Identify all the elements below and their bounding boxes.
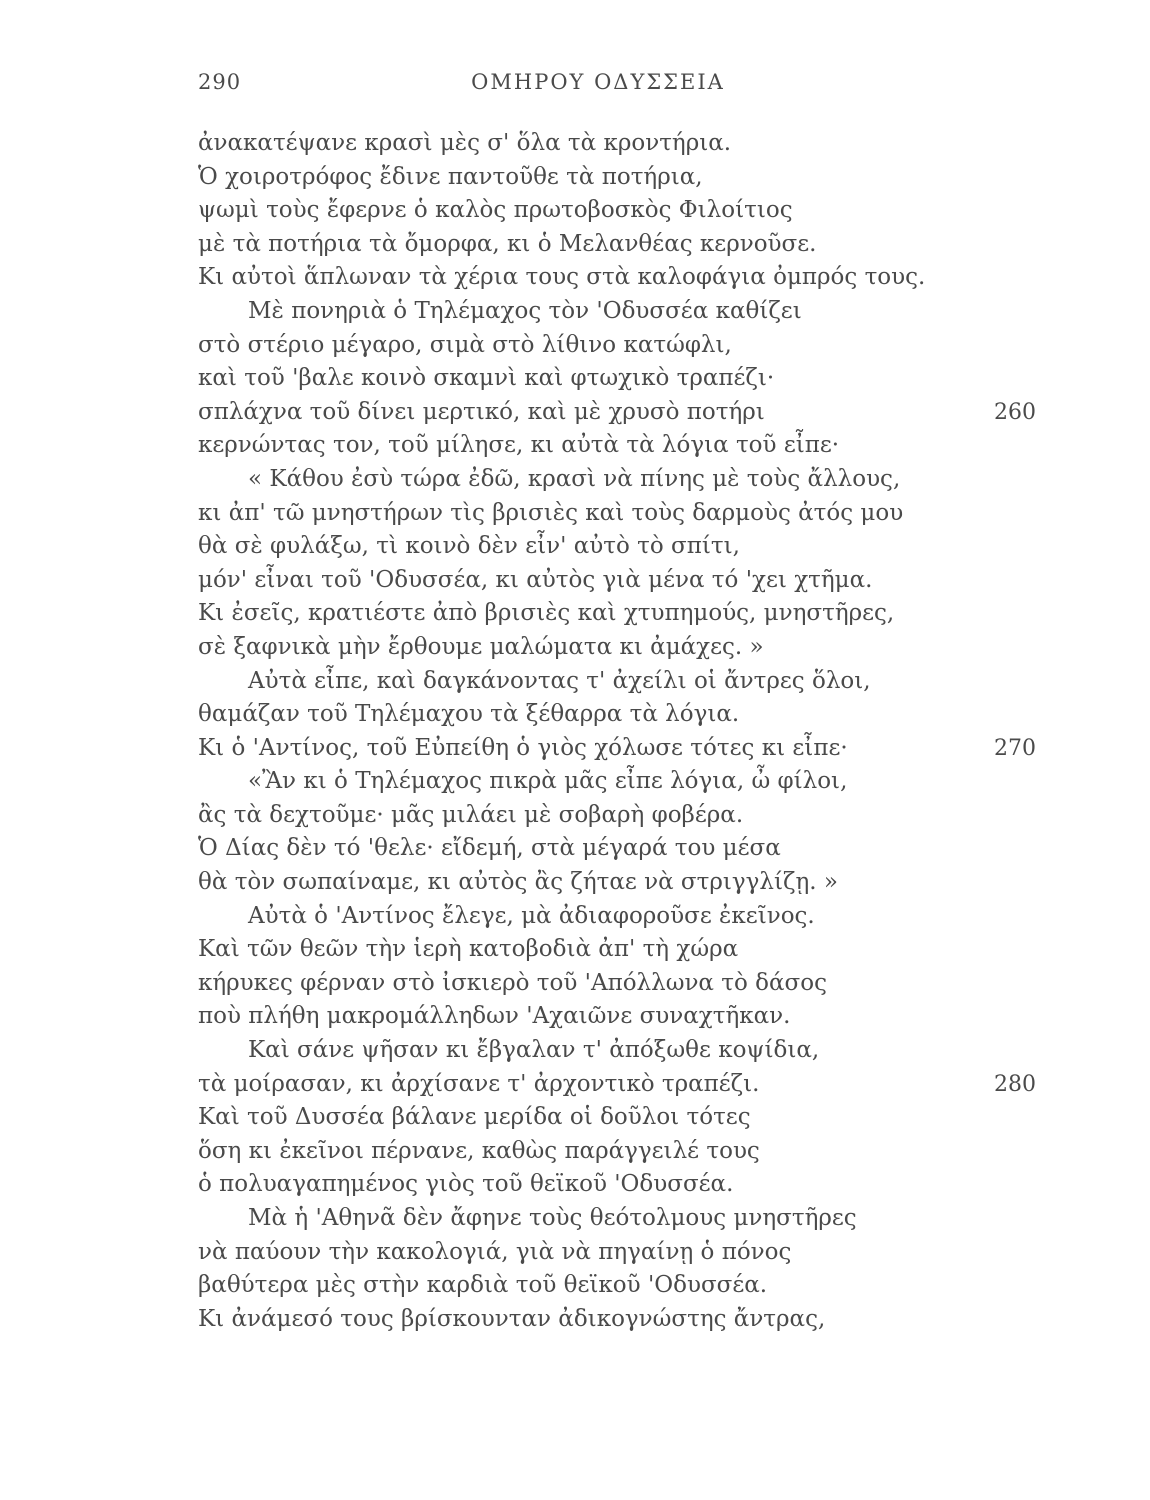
verse-line	[198, 1000, 1048, 1034]
verse-line	[198, 665, 1048, 699]
verse-text: καὶ τοῦ 'βαλε κοινὸ σκαμνὶ καὶ φτωχικὸ τραπέζι·	[198, 365, 775, 392]
verse-text: ἂς τὰ δεχτοῦμε· μᾶς μιλάει μὲ σοβαρὴ φοβέρα.	[198, 801, 744, 828]
verse-text: σπλάχνα τοῦ δίνει μερτικό, καὶ μὲ χρυσὸ ποτήρι	[198, 398, 765, 425]
verse-text: Ὁ Δίας δὲν τό 'θελε· εἴδεμή, στὰ μέγαρά του μέσα	[198, 835, 781, 862]
verse-line	[198, 698, 1048, 732]
verse-text: ψωμὶ τοὺς ἔφερνε ὁ καλὸς πρωτοβοσκὸς Φιλοίτιος	[198, 197, 793, 224]
verse-text: ὅση κι ἐκεῖνοι πέρνανε, καθὼς παράγγειλέ τους	[198, 1137, 760, 1164]
verse-text: Καὶ σάνε ψῆσαν κι ἔβγαλαν τ' ἀπόξωθε κοψίδια,	[248, 1037, 820, 1064]
verse-text: σὲ ξαφνικὰ μὴν ἔρθουμε μαλώματα κι ἀμάχες. »	[198, 633, 764, 660]
line-number: 280	[994, 1071, 1036, 1097]
verse-text: Κι ὁ 'Αντίνος, τοῦ Εὐπείθη ὁ γιὸς χόλωσε τότες κι εἶπε·	[198, 734, 848, 761]
verse-line	[198, 933, 1048, 967]
verse-text: μόν' εἶναι τοῦ 'Οδυσσέα, κι αὐτὸς γιὰ μένα τό 'χει χτῆμα.	[198, 566, 873, 593]
line-number: 270	[994, 735, 1036, 761]
verse-line	[198, 1269, 1048, 1303]
book-title: ΟΜΗΡΟΥ ΟΔΥΣΣΕΙΑ	[471, 70, 725, 94]
verse-line	[198, 1202, 1048, 1236]
verse-line	[198, 631, 1048, 665]
verse-text: Αὐτὰ εἶπε, καὶ δαγκάνοντας τ' ἀχείλι οἱ ἄντρες ὅλοι,	[248, 667, 871, 694]
verse-line	[198, 228, 1048, 262]
verse-text: βαθύτερα μὲς στὴν καρδιὰ τοῦ θεϊκοῦ 'Οδυσσέα.	[198, 1272, 768, 1299]
verse-line	[198, 127, 1048, 161]
verse-text: « Κάθου ἐσὺ τώρα ἐδῶ, κρασὶ νὰ πίνης μὲ τοὺς ἄλλους,	[248, 465, 901, 492]
verse-line	[198, 799, 1048, 833]
verse-line	[198, 1101, 1048, 1135]
verse-text: Αὐτὰ ὁ 'Αντίνος ἔλεγε, μὰ ἀδιαφοροῦσε ἐκεῖνος.	[248, 902, 815, 929]
verse-line	[198, 832, 1048, 866]
verse-text: Ὁ χοιροτρόφος ἔδινε παντοῦθε τὰ ποτήρια,	[198, 163, 703, 190]
verse-text: κι ἀπ' τῶ μνηστήρων τὶς βρισιὲς καὶ τοὺς δαρμοὺς ἀτός μου	[198, 499, 904, 526]
verse-text: θὰ τὸν σωπαίναμε, κι αὐτὸς ἂς ζήταε νὰ στριγγλίζῃ. »	[198, 869, 838, 896]
verse-line	[198, 396, 1048, 430]
running-head	[198, 70, 998, 100]
verse-line	[198, 194, 1048, 228]
verse-line	[198, 866, 1048, 900]
verse-line	[198, 1236, 1048, 1270]
verse-text: τὰ μοίρασαν, κι ἀρχίσανε τ' ἀρχοντικὸ τραπέζι.	[198, 1070, 760, 1097]
verse-line	[198, 765, 1048, 799]
verse-text: Κι ἐσεῖς, κρατιέστε ἀπὸ βρισιὲς καὶ χτυπημούς, μνηστῆρες,	[198, 600, 895, 627]
verse-text: Καὶ τοῦ Δυσσέα βάλανε μερίδα οἱ δοῦλοι τότες	[198, 1104, 751, 1131]
verse-text: Μὰ ἡ 'Αθηνᾶ δὲν ἄφηνε τοὺς θεότολμους μνηστῆρες	[248, 1205, 857, 1231]
verse-text: Μὲ πονηριὰ ὁ Τηλέμαχος τὸν 'Οδυσσέα καθίζει	[248, 297, 802, 324]
verse-line	[198, 1168, 1048, 1202]
verse-line	[198, 1135, 1048, 1169]
verse-line	[198, 362, 1048, 396]
verse-text: ἀνακατέψανε κρασὶ μὲς σ' ὅλα τὰ κροντήρια.	[198, 130, 732, 156]
verse-text: μὲ τὰ ποτήρια τὰ ὄμορφα, κι ὁ Μελανθέας κερνοῦσε.	[198, 230, 817, 257]
verse-line	[198, 463, 1048, 497]
verse-line	[198, 161, 1048, 195]
verse-line	[198, 1068, 1048, 1102]
verse-text: θὰ σὲ φυλάξω, τὶ κοινὸ δὲν εἶν' αὐτὸ τὸ σπίτι,	[198, 533, 740, 560]
line-number: 260	[994, 399, 1036, 425]
verse-line	[198, 597, 1048, 631]
verse-text: κερνώντας τον, τοῦ μίλησε, κι αὐτὰ τὰ λόγια τοῦ εἶπε·	[198, 432, 840, 459]
verse-line	[198, 1034, 1048, 1068]
verse-line	[198, 530, 1048, 564]
verse-line	[198, 261, 1048, 295]
verse-line	[198, 295, 1048, 329]
verse-text: «Ἂν κι ὁ Τηλέμαχος πικρὰ μᾶς εἶπε λόγια, ὦ φίλοι,	[248, 768, 848, 795]
verse-line	[198, 429, 1048, 463]
verse-line	[198, 564, 1048, 598]
verse-text: Καὶ τῶν θεῶν τὴν ἱερὴ κατοβοδιὰ ἀπ' τὴ χώρα	[198, 936, 739, 963]
verse-text: θαμάζαν τοῦ Τηλέμαχου τὰ ξέθαρρα τὰ λόγια.	[198, 701, 740, 728]
verse-block	[198, 127, 1048, 1336]
verse-text: Κι ἀνάμεσό τους βρίσκουνταν ἀδικογνώστης ἄντρας,	[198, 1305, 826, 1332]
verse-line	[198, 967, 1048, 1001]
verse-text: Κι αὐτοὶ ἅπλωναν τὰ χέρια τους στὰ καλοφάγια ὀμπρός τους.	[198, 264, 926, 291]
verse-line	[198, 900, 1048, 934]
verse-line	[198, 329, 1048, 363]
verse-text: ποὺ πλήθη μακρομάλληδων 'Αχαιῶνε συναχτῆκαν.	[198, 1003, 791, 1030]
verse-text: ὁ πολυαγαπημένος γιὸς τοῦ θεϊκοῦ 'Οδυσσέα.	[198, 1171, 734, 1198]
verse-line	[198, 1303, 1048, 1337]
verse-line	[198, 497, 1048, 531]
verse-text: στὸ στέριο μέγαρο, σιμὰ στὸ λίθινο κατώφλι,	[198, 331, 732, 358]
verse-text: νὰ παύουν τὴν κακολογιά, γιὰ νὰ πηγαίνῃ ὁ πόνος	[198, 1238, 792, 1265]
page-number: 290	[198, 70, 242, 94]
verse-text: κήρυκες φέρναν στὸ ἰσκιερὸ τοῦ 'Απόλλωνα τὸ δάσος	[198, 969, 827, 996]
verse-line	[198, 732, 1048, 766]
